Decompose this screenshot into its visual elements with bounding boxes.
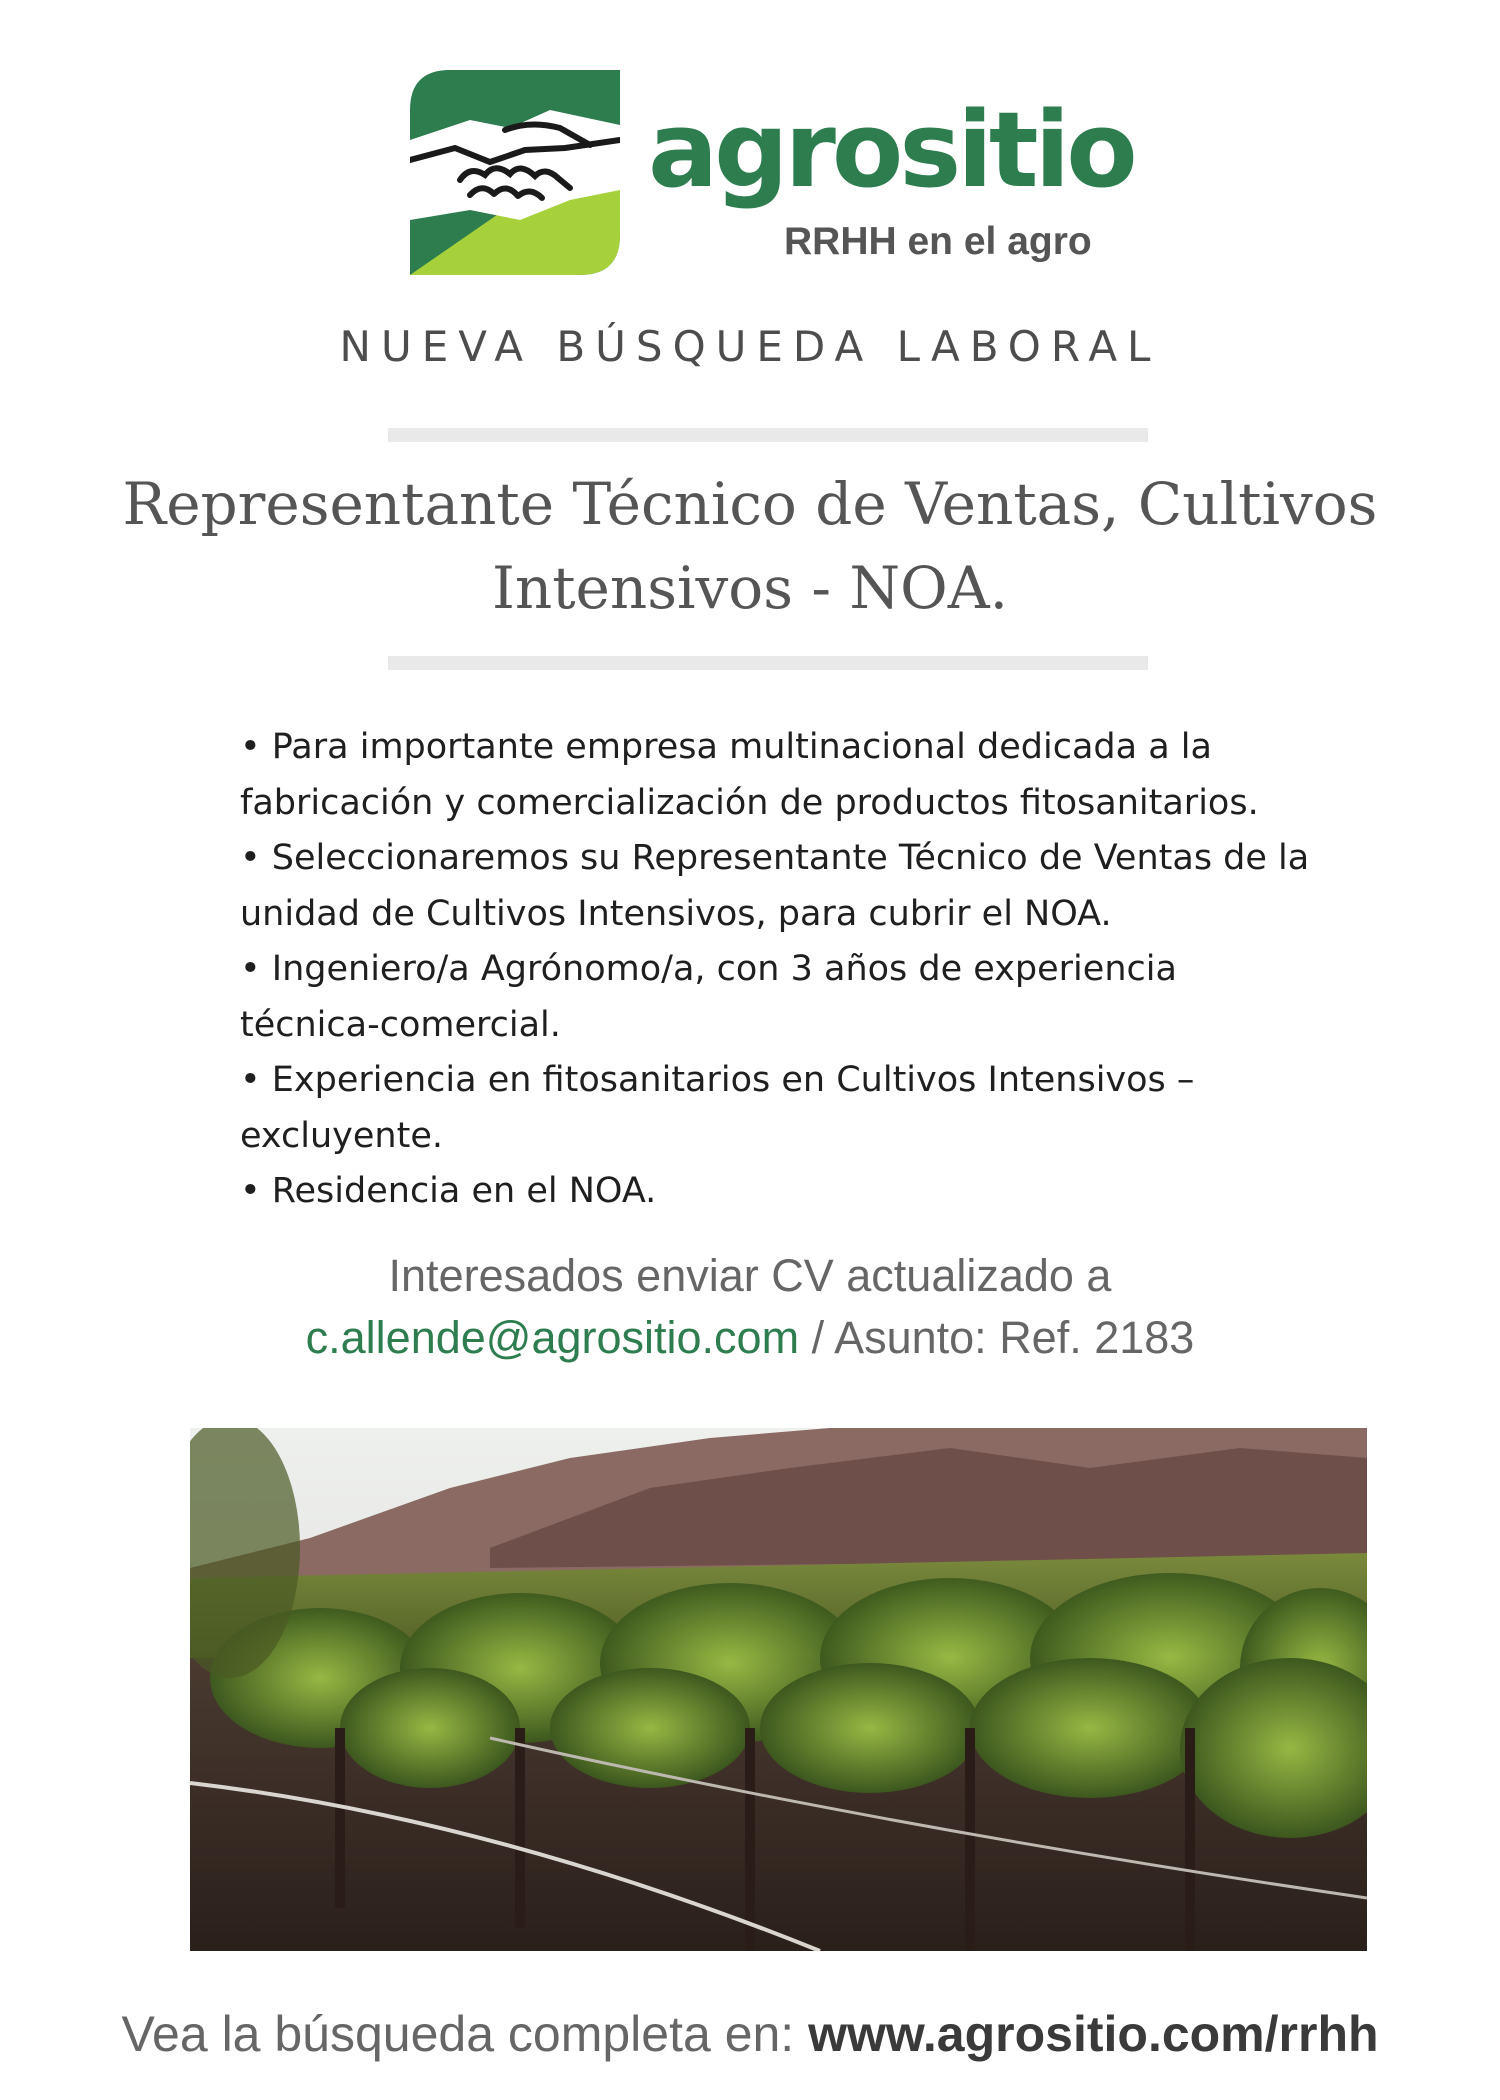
list-item: • Para importante empresa multinacional dedicada a la fabricación y comercialización de productos fitosanitarios. <box>240 727 1259 823</box>
divider-bottom <box>388 656 1148 670</box>
footer-url-link[interactable]: www.agrositio.com/rrhh <box>808 2006 1379 2062</box>
vineyard-photo-icon <box>190 1428 1367 1951</box>
brand-logo <box>410 70 1134 280</box>
job-requirements-list <box>240 720 1320 1220</box>
footer-line <box>0 2005 1500 2063</box>
contact-instruction: Interesados enviar CV actualizado a <box>388 1250 1112 1301</box>
list-item: • Residencia en el NOA. <box>240 1171 657 1211</box>
contact-subject: / Asunto: Ref. 2183 <box>799 1312 1195 1363</box>
divider-top <box>388 428 1148 442</box>
brand-name: agrositio <box>648 89 1134 211</box>
list-item: • Experiencia en fitosanitarios en Cultivos Intensivos – excluyente. <box>240 1060 1195 1156</box>
section-kicker: NUEVA BÚSQUEDA LABORAL <box>339 322 1161 371</box>
footer-label: Vea la búsqueda completa en: <box>121 2006 809 2062</box>
list-item: • Seleccionaremos su Representante Técnico de Ventas de la unidad de Cultivos Intensivos, para cubrir el NOA. <box>240 838 1310 934</box>
job-title: Representante Técnico de Ventas, Cultivos Intensivos - NOA. <box>122 470 1378 622</box>
brand-tagline: RRHH en el agro <box>784 220 1092 263</box>
list-item: • Ingeniero/a Agrónomo/a, con 3 años de experiencia técnica-comercial. <box>240 949 1177 1045</box>
contact-email-link[interactable]: c.allende@agrositio.com <box>305 1312 800 1363</box>
contact-block <box>0 1245 1500 1369</box>
handshake-icon <box>410 70 620 275</box>
